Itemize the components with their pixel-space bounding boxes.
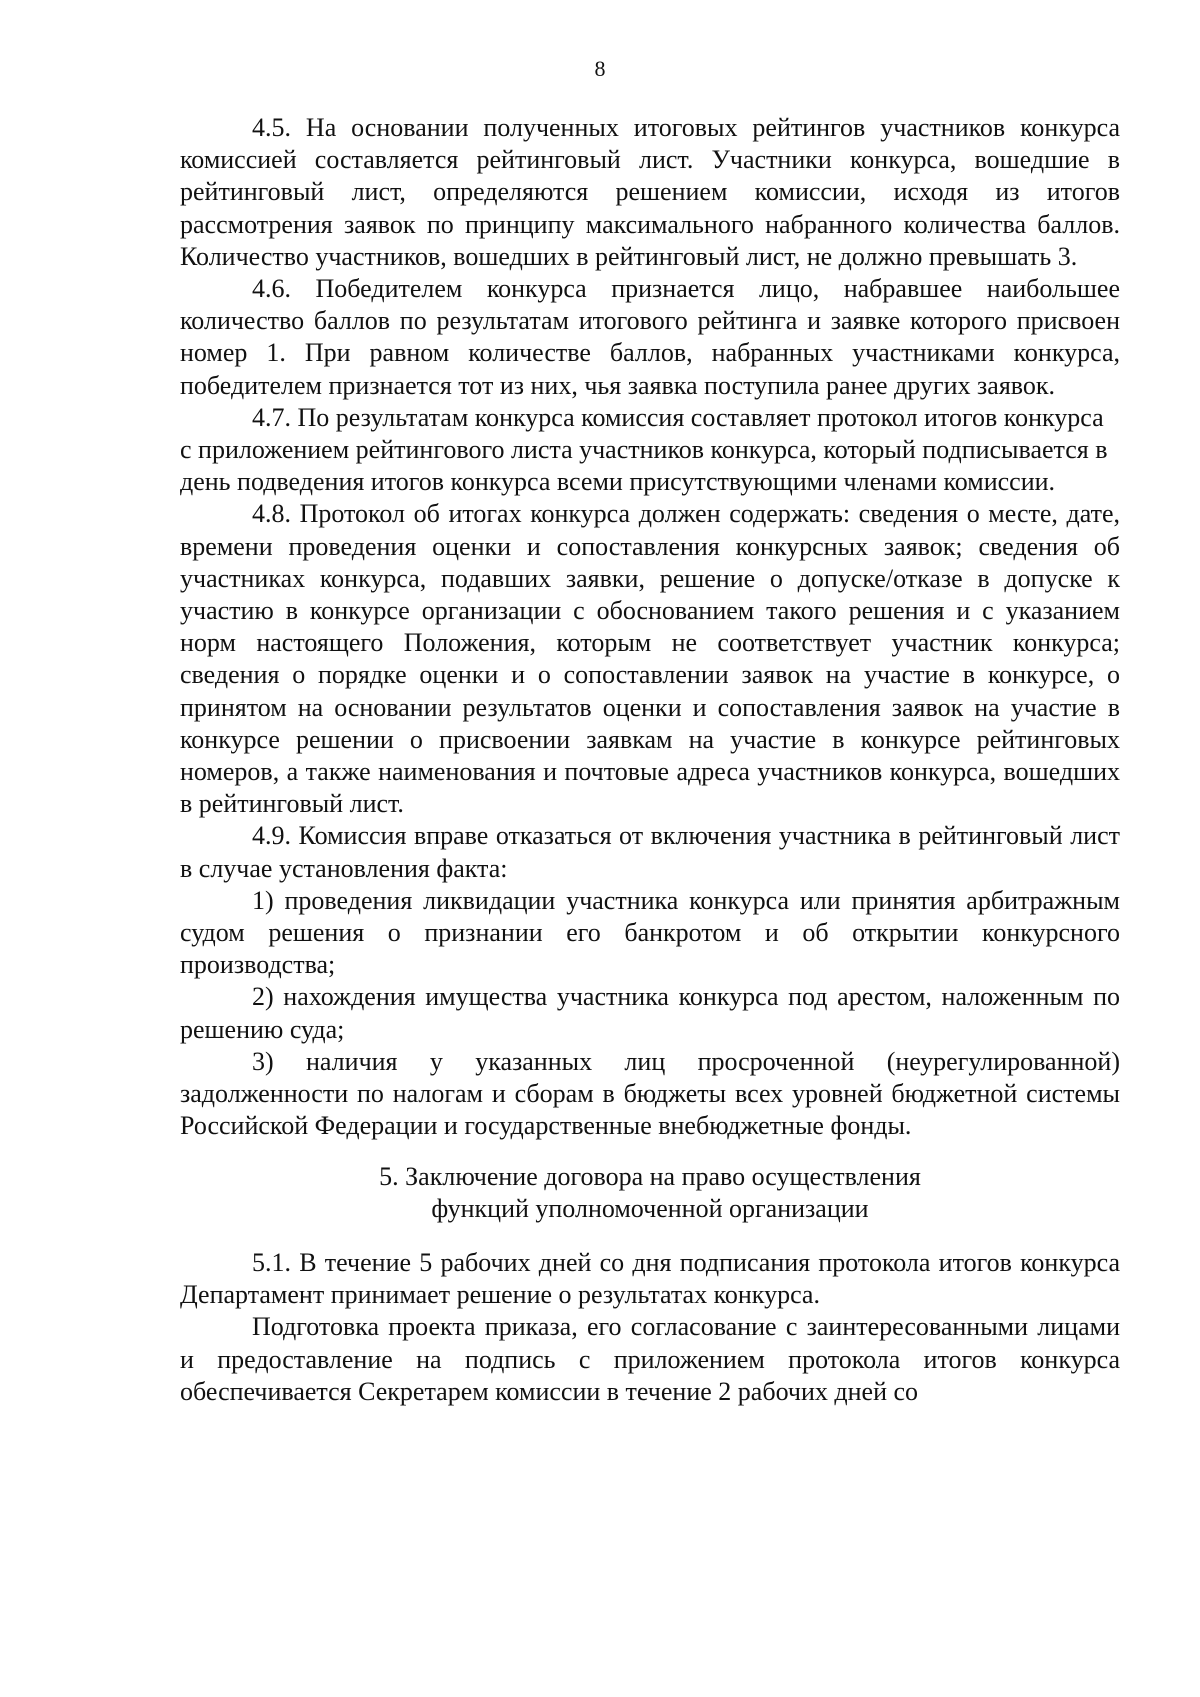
paragraph-4-9: 4.9. Комиссия вправе отказаться от включения участника в рейтинговый лист в случае установления факта:: [180, 821, 1120, 883]
document-body: [180, 112, 1120, 1408]
section-title-line-2: функций уполномоченной организации: [431, 1193, 869, 1223]
list-item-1: 1) проведения ликвидации участника конкурса или принятия арбитражным судом решения о признании его банкротом и об открытии конкурсного производства;: [180, 885, 1120, 980]
section-title-line-1: 5. Заключение договора на право осуществления: [379, 1161, 921, 1191]
paragraph-order-preparation: Подготовка проекта приказа, его согласование с заинтересованными лицами и предоставление на подпись с приложением протокола итогов конкурса обеспечивается Секретарем комиссии в течение 2 рабочих дней со: [180, 1312, 1120, 1406]
paragraph-4-6: 4.6. Победителем конкурса признается лицо, набравшее наибольшее количество баллов по результатам итогового рейтинга и заявке которого присвоен номер 1. При равном количестве баллов, набранных участниками конкурса, победителем признается тот из них, чья заявка поступила ранее других заявок.: [180, 274, 1120, 400]
page-number: 8: [594, 56, 606, 81]
list-item-2: 2) нахождения имущества участника конкурса под арестом, наложенным по решению суда;: [180, 982, 1120, 1044]
list-item-3: 3) наличия у указанных лиц просроченной (неурегулированной) задолженности по налогам и сборам в бюджеты всех уровней бюджетной системы Российской Федерации и государственные внебюджетные фонды.: [180, 1046, 1120, 1141]
paragraph-4-5: 4.5. На основании полученных итоговых рейтингов участников конкурса комиссией составляется рейтинговый лист. Участники конкурса, вошедшие в рейтинговый лист, определяются решением комиссии, исходя из итогов рассмотрения заявок по принципу максимального набранного количества баллов. Количество участников, вошедших в рейтинговый лист, не должно превышать 3.: [180, 113, 1120, 271]
section-5-heading: [180, 1161, 1120, 1225]
paragraph-4-8: 4.8. Протокол об итогах конкурса должен содержать: сведения о месте, дате, времени проведения оценки и сопоставления конкурсных заявок; сведения об участниках конкурса, подавших заявки, решение о допуске/отказе в допуске к участию в конкурсе организации с обоснованием такого решения и с указанием норм настоящего Положения, которым не соответствует участник конкурса; сведения о порядке оценки и о сопоставлении заявок на участие в конкурсе, о принятом на основании результатов оценки и сопоставления заявок на участие в конкурсе решении о присвоении заявкам на участие в конкурсе рейтинговых номеров, а также наименования и почтовые адреса участников конкурса, вошедших в рейтинговый лист.: [180, 499, 1120, 819]
paragraph-5-1: 5.1. В течение 5 рабочих дней со дня подписания протокола итогов конкурса Департамент принимает решение о результатах конкурса.: [180, 1247, 1120, 1310]
paragraph-4-7: 4.7. По результатам конкурса комиссия составляет протокол итогов конкурса с приложением рейтингового листа участников конкурса, который подписывается в день подведения итогов конкурса всеми присутствующими членами комиссии.: [180, 402, 1108, 497]
